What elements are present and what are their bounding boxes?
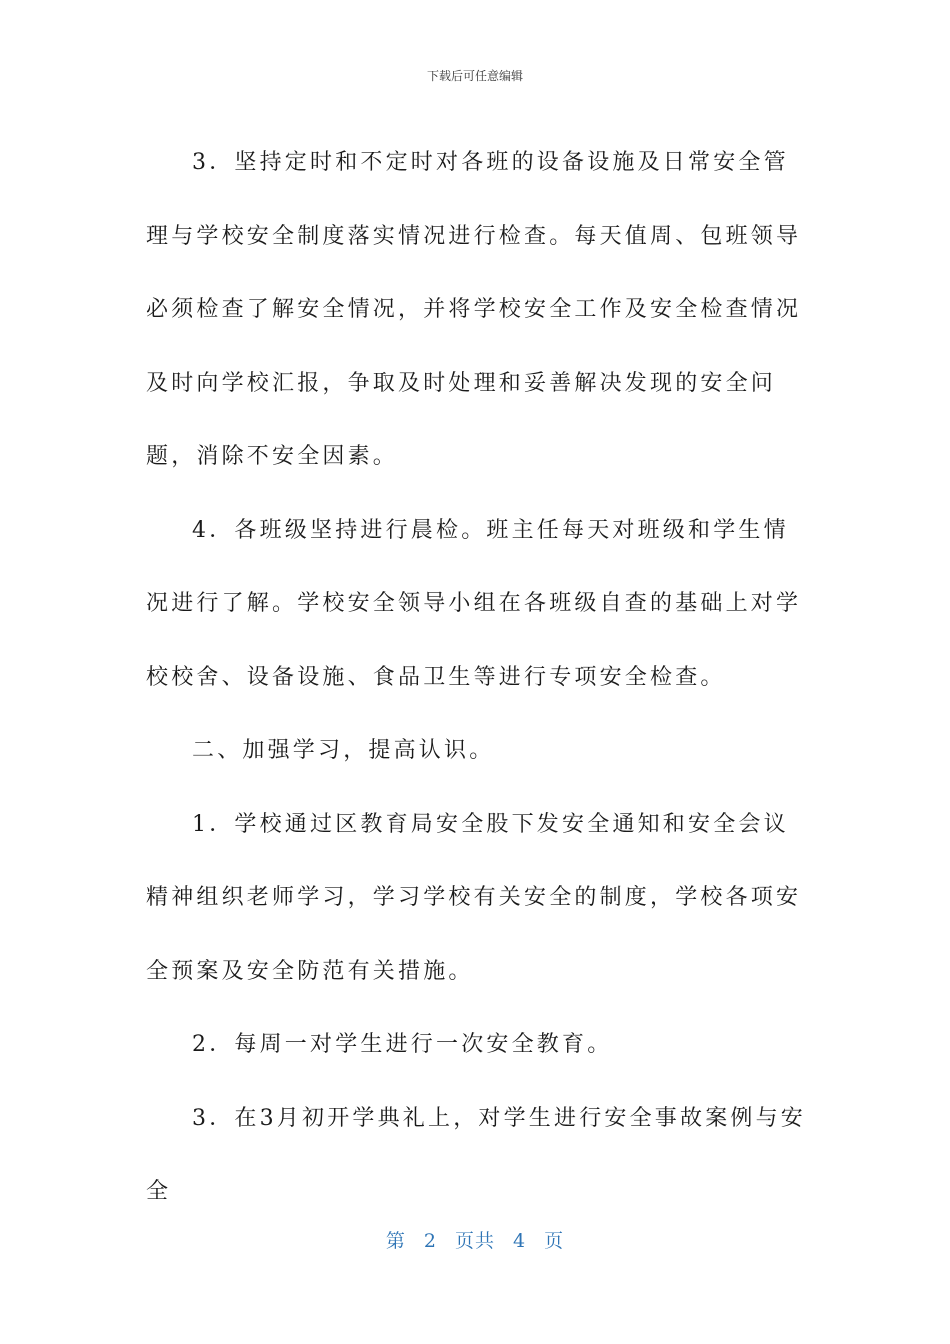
footer-current-page: 2 xyxy=(423,1230,437,1252)
page-footer xyxy=(0,1226,950,1253)
footer-suffix: 页 xyxy=(544,1230,565,1252)
footer-middle: 页共 xyxy=(454,1230,495,1252)
paragraph-opening-ceremony: 3．在3月初开学典礼上，对学生进行安全事故案例与安全 xyxy=(146,1105,806,1204)
section-heading-study: 二、加强学习，提高认识。 xyxy=(192,738,495,763)
paragraph-morning-check: 4．各班级坚持进行晨检。班主任每天对班级和学生情况进行了解。学校安全领导小组在各班级自查的基础上对学校校舍、设备设施、食品卫生等进行专项安全检查。 xyxy=(146,517,802,690)
paragraph-weekly-education: 2．每周一对学生进行一次安全教育。 xyxy=(192,1032,613,1057)
document-body xyxy=(146,126,806,1229)
paragraph-staff-study: 1．学校通过区教育局安全股下发安全通知和安全会议精神组织老师学习，学习学校有关安全的制度，学校各项安全预案及安全防范有关措施。 xyxy=(146,811,802,984)
header-note: 下载后可任意编辑 xyxy=(426,69,523,83)
footer-total-pages: 4 xyxy=(513,1230,527,1252)
paragraph-inspection: 3．坚持定时和不定时对各班的设备设施及日常安全管理与学校安全制度落实情况进行检查。每天值周、包班领导必须检查了解安全情况，并将学校安全工作及安全检查情况及时向学校汇报，争取及时处理和妥善解决发现的安全问题，消除不安全因素。 xyxy=(146,150,802,469)
footer-prefix: 第 xyxy=(385,1230,406,1252)
